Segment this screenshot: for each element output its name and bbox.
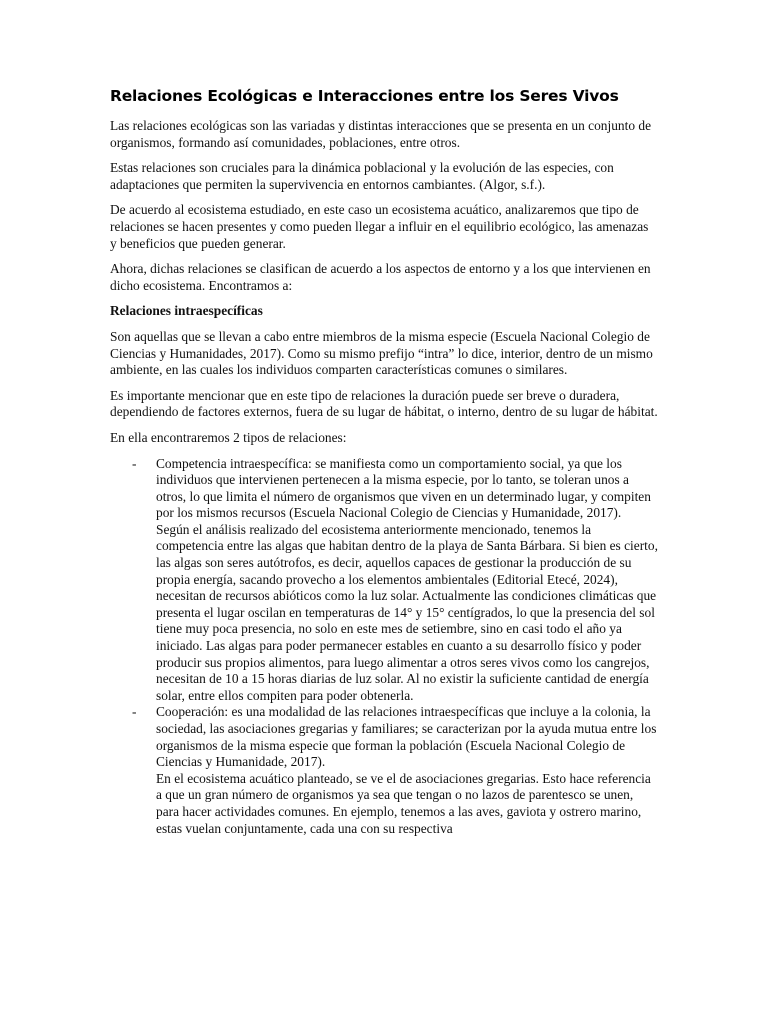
list-item-definition: Cooperación: es una modalidad de las relaciones intraespecíficas que incluye a la colonia, la sociedad, las asociaciones gregarias y familiares; se caracterizan por la ayuda mutua entre los organismos de la misma especie que forman la población (Escuela Nacional Colegio de Ciencias y Humanidade, 2017). bbox=[156, 704, 657, 770]
list-item bbox=[110, 704, 658, 837]
list-item bbox=[110, 456, 658, 705]
intro-paragraph-1: Las relaciones ecológicas son las variadas y distintas interacciones que se presenta en un conjunto de organismos, formando así comunidades, poblaciones, entre otros. bbox=[110, 118, 652, 150]
list-item-example: En el ecosistema acuático planteado, se ve el de asociaciones gregarias. Esto hace referencia a que un gran número de organismos ya sea que tengan o no lazos de parentesco se unen, para hacer actividades comunes. En ejemplo, tenemos a las aves, gaviota y ostrero marino, estas vuelan conjuntamente, cada una con su respectiva bbox=[156, 770, 651, 836]
list-bullet: - bbox=[132, 455, 137, 471]
intro-paragraph-3: De acuerdo al ecosistema estudiado, en este caso un ecosistema acuático, analizaremos que tipo de relaciones se hacen presentes y como pueden llegar a influir en el equilibrio ecológico, las amenazas y beneficios que pueden generar. bbox=[110, 202, 649, 251]
intro-paragraph-4: Ahora, dichas relaciones se clasifican de acuerdo a los aspectos de entorno y a los que intervienen en dicho ecosistema. Encontramos a: bbox=[110, 261, 651, 293]
section-heading: Relaciones intraespecíficas bbox=[110, 303, 263, 319]
list-item-definition: Competencia intraespecífica: se manifiesta como un comportamiento social, ya que los individuos que intervienen pertenecen a la misma especie, por lo tanto, se toleran unos a otros, lo que limita el número de organismos que viven en un determinado lugar, y compiten por los mismos recursos (Escuela Nacional Colegio de Ciencias y Humanidade, 2017). bbox=[156, 455, 651, 521]
list-item-example: Según el análisis realizado del ecosistema anteriormente mencionado, tenemos la competencia entre las algas que habitan dentro de la playa de Santa Bárbara. Si bien es cierto, las algas son seres autótrofos, es decir, aquellos capaces de gestionar la producción de su propia energía, sacando provecho a los elementos ambientales (Editorial Etecé, 2024), necesitan de recursos abióticos como la luz solar. Actualmente las condiciones climáticas que presenta el lugar oscilan en temperaturas de 14° y 15° centígrados, lo que la presencia del sol tiene muy poca presencia, no solo en este mes de setiembre, sino en casi todo el año ya iniciado. Las algas para poder permanecer estables en cuanto a su desarrollo físico y poder producir sus propios alimentos, para luego alimentar a otros seres vivos como los cangrejos, necesitan de 10 a 15 horas diarias de luz solar. Al no existir la suficiente cantidad de energía solar, entre ellos compiten para poder obtenerla. bbox=[156, 521, 658, 703]
document-page bbox=[110, 86, 658, 837]
document-title: Relaciones Ecológicas e Interacciones entre los Seres Vivos bbox=[110, 87, 619, 105]
section-paragraph-2: Es importante mencionar que en este tipo de relaciones la duración puede ser breve o duradera, dependiendo de factores externos, fuera de su lugar de hábitat, o interno, dentro de su lugar de hábitat. bbox=[110, 387, 658, 420]
section-paragraph-1: Son aquellas que se llevan a cabo entre miembros de la misma especie (Escuela Nacional Colegio de Ciencias y Humanidades, 2017). Como su mismo prefijo “intra” lo dice, interior, dentro de un mismo ambiente, en las cuales los individuos comparten características comunes o similares. bbox=[110, 328, 653, 378]
intro-paragraph-2: Estas relaciones son cruciales para la dinámica poblacional y la evolución de las especies, con adaptaciones que permiten la supervivencia en entornos cambiantes. (Algor, s.f.). bbox=[110, 160, 614, 192]
list-bullet: - bbox=[132, 704, 137, 720]
section-paragraph-3: En ella encontraremos 2 tipos de relaciones: bbox=[110, 429, 347, 445]
relations-list bbox=[110, 456, 658, 838]
